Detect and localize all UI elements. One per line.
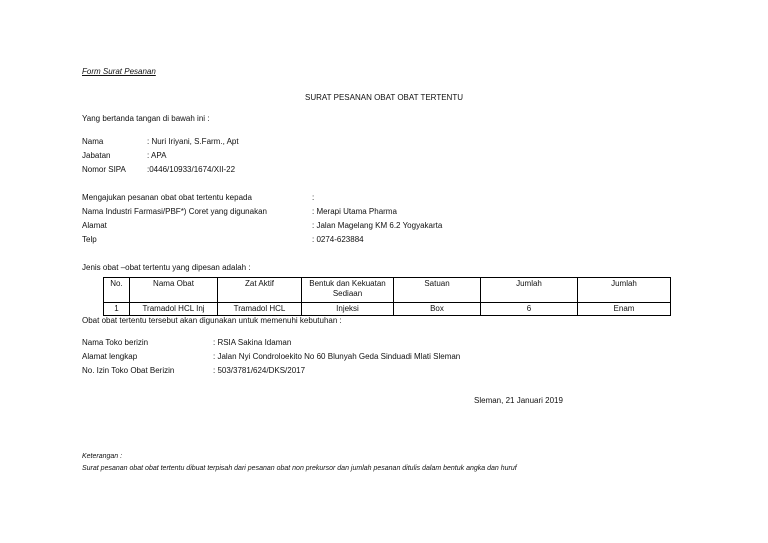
cell-quantity-words: Enam — [578, 303, 671, 316]
buyer-address-value: : Jalan Nyi Condroloekito No 60 Blunyah Geda Sinduadi Mlati Sleman — [213, 352, 461, 361]
form-label: Form Surat Pesanan — [82, 67, 156, 76]
buyer-address-label: Alamat lengkap — [82, 352, 138, 361]
signer-name-value: : Nuri Iriyani, S.Farm., Apt — [147, 137, 239, 146]
supplier-phone-label: Telp — [82, 235, 97, 244]
supplier-address-label: Alamat — [82, 221, 107, 230]
buyer-license-label: No. Izin Toko Obat Berizin — [82, 366, 175, 375]
header-dosage-form: Bentuk dan Kekuatan Sediaan — [302, 278, 394, 303]
note-title: Keterangan : — [82, 453, 123, 460]
table-row — [104, 303, 671, 316]
supplier-intro-value: : — [312, 193, 315, 202]
note-text: Surat pesanan obat obat tertentu dibuat terpisah dari pesanan obat non prekursor dan jumlah pesanan ditulis dalam bentuk angka dan huruf — [82, 465, 517, 472]
buyer-name-label: Nama Toko berizin — [82, 338, 149, 347]
signer-position-value: : APA — [147, 151, 167, 160]
supplier-address-value: : Jalan Magelang KM 6.2 Yogyakarta — [312, 221, 443, 230]
cell-quantity-number: 6 — [481, 303, 578, 316]
date-place: Sleman, 21 Januari 2019 — [474, 396, 563, 405]
table-header-row — [104, 278, 671, 303]
supplier-phone-value: : 0274-623884 — [312, 235, 364, 244]
signer-position-label: Jabatan — [82, 151, 111, 160]
cell-dosage-form: Injeksi — [302, 303, 394, 316]
buyer-license-value: : 503/3781/624/DKS/2017 — [213, 366, 306, 375]
header-unit: Satuan — [394, 278, 481, 303]
supplier-intro-label: Mengajukan pesanan obat obat tertentu kepada — [82, 193, 252, 202]
cell-drug-name: Tramadol HCL Inj — [130, 303, 218, 316]
header-drug-name: Nama Obat — [130, 278, 218, 303]
order-table — [103, 277, 671, 316]
purpose-text: Obat obat tertentu tersebut akan digunakan untuk memenuhi kebutuhan : — [82, 316, 342, 325]
header-active-substance: Zat Aktif — [218, 278, 302, 303]
intro-text: Yang bertanda tangan di bawah ini : — [82, 114, 210, 123]
supplier-name-value: : Merapi Utama Pharma — [312, 207, 397, 216]
signer-name-label: Nama — [82, 137, 104, 146]
cell-no: 1 — [104, 303, 130, 316]
signer-sipa-value: :0446/10933/1674/XII-22 — [147, 165, 236, 174]
header-quantity-number: Jumlah — [481, 278, 578, 303]
supplier-name-label: Nama Industri Farmasi/PBF*) Coret yang digunakan — [82, 207, 267, 216]
cell-active-substance: Tramadol HCL — [218, 303, 302, 316]
header-no: No. — [104, 278, 130, 303]
buyer-name-value: : RSIA Sakina Idaman — [213, 338, 292, 347]
document-title: SURAT PESANAN OBAT OBAT TERTENTU — [305, 93, 463, 102]
table-intro: Jenis obat –obat tertentu yang dipesan adalah : — [82, 263, 251, 272]
signer-sipa-label: Nomor SIPA — [82, 165, 126, 174]
header-quantity-words: Jumlah — [578, 278, 671, 303]
cell-unit: Box — [394, 303, 481, 316]
